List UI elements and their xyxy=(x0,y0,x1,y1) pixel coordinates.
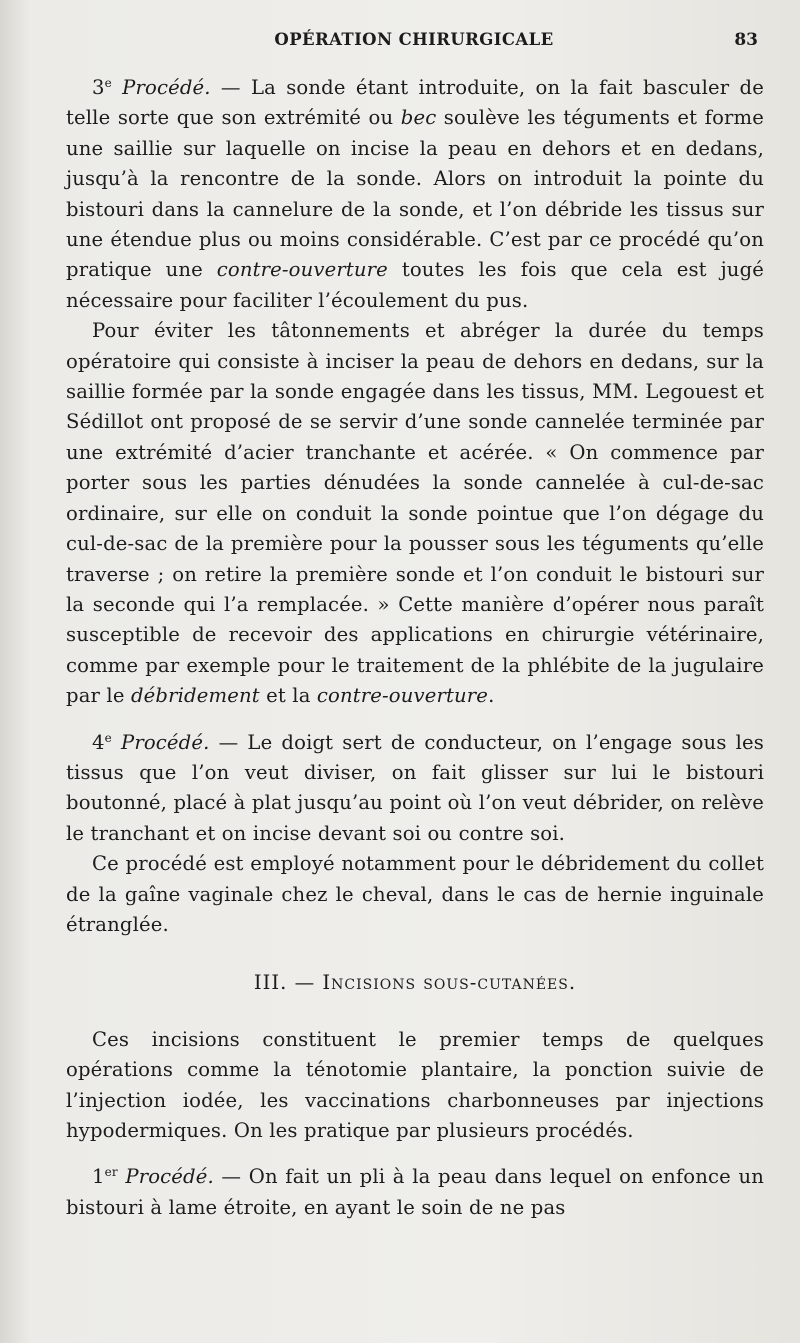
italic-term: débridement xyxy=(130,684,260,708)
paragraph-text: — Le doigt sert de conducteur, on l’engage sous les tissus que l’on veut diviser, on fait glisser sur lui le bistouri boutonné, placé à plat jusqu’au point où l’on veut débrider, on relève le tranchant et on incise devant soi ou contre soi. xyxy=(66,730,764,845)
page-number: 83 xyxy=(734,30,758,50)
page-body xyxy=(66,68,764,1223)
italic-term: contre-ouverture xyxy=(316,684,489,708)
paragraph-procede-3 xyxy=(66,68,764,316)
procedure-number: 3 xyxy=(92,76,105,99)
section-title: Incisions sous-cutanées. xyxy=(322,971,577,995)
paragraph-text: . xyxy=(488,684,495,708)
section-numeral: III. — xyxy=(253,971,323,995)
ordinal-suffix: e xyxy=(104,76,112,90)
page-header xyxy=(60,30,768,60)
paragraph-procede-4 xyxy=(66,723,764,850)
paragraph-legouest-sedillot xyxy=(66,316,764,711)
italic-term: bec xyxy=(400,106,437,130)
procedure-number: 4 xyxy=(92,730,105,754)
paragraph-procede-1 xyxy=(66,1157,764,1223)
paragraph-text: — La sonde étant introduite, on la fait basculer de telle sorte que son extrémité ou xyxy=(66,76,764,130)
procedure-number: 1 xyxy=(92,1165,105,1189)
procedure-label: Procédé. xyxy=(125,1165,214,1189)
paragraph-text: Ces incisions constituent le premier temps de quelques opérations comme la ténotomie plantaire, la ponction suivie de l’injection iodée, les vaccinations charbonneuses par injections hypodermiques. On les pratique par plusieurs procédés. xyxy=(66,1027,764,1142)
procedure-label: Procédé. xyxy=(121,730,210,754)
paragraph-text: toutes les fois que cela est jugé nécessaire pour faciliter l’écoulement du pus. xyxy=(66,258,765,312)
section-heading xyxy=(66,968,764,998)
paragraph-text: — On fait un pli à la peau dans lequel on enfonce un bistouri à lame étroite, en ayant le soin de ne pas xyxy=(66,1165,764,1219)
procedure-label: Procédé. xyxy=(122,76,211,99)
paragraph-text: Ce procédé est employé notamment pour le débridement du collet de la gaîne vaginale chez le cheval, dans le cas de hernie inguinale étranglée. xyxy=(66,852,764,936)
paragraph-text: soulève les téguments et forme une saillie sur laquelle on incise la peau en dehors et en dedans, jusqu’à la rencontre de la sonde. Alors on introduit la pointe du bistouri dans la cannelure de la sonde, et l’on débride les tissus sur une étendue plus ou moins considérable. C’est par ce procédé qu’on pratique une xyxy=(66,106,765,282)
italic-term: contre-ouverture xyxy=(216,258,388,282)
running-title: OPÉRATION CHIRURGICALE xyxy=(274,30,554,49)
paragraph-text: Pour éviter les tâtonnements et abréger la durée du temps opératoire qui consiste à inciser la peau de dehors en dedans, sur la saillie formée par la sonde engagée dans les tissus, MM. Legouest et Sédillot ont proposé de se servir d’une sonde cannelée terminée par une extrémité d’acier tranchante et acérée. « On commence par porter sous les parties dénudées la sonde cannelée à cul-de-sac ordinaire, sur elle on conduit la sonde pointue que l’on dégage du cul-de-sac de la première pour la pousser sous les téguments qu’elle traverse ; on retire la première sonde et l’on conduit le bistouri sur la seconde qui l’a remplacée. » Cette manière d’opérer nous paraît susceptible de recevoir des applications en chirurgie vétérinaire, comme par exemple pour le traitement de la phlébite de la jugulaire par le xyxy=(66,319,764,708)
ordinal-suffix: e xyxy=(104,730,112,745)
paragraph-incisions-intro xyxy=(66,1025,764,1147)
ordinal-suffix: er xyxy=(104,1165,118,1180)
paragraph-debridement xyxy=(66,849,764,940)
paragraph-text: et la xyxy=(259,684,317,708)
